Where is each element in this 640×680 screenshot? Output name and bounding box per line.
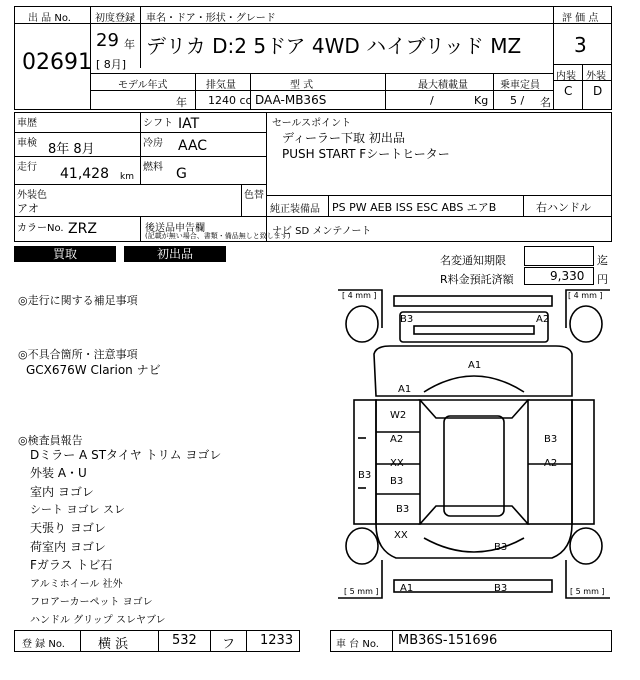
interior-grade: C — [564, 84, 573, 98]
chassis: MB36S-151696 — [398, 633, 498, 648]
tire-tr: [ 4 mm ] — [568, 291, 603, 300]
divider — [140, 6, 141, 68]
chassis-label: 車 台 No. — [336, 639, 379, 650]
divider — [385, 73, 386, 110]
damage-mark: B3 — [494, 542, 508, 553]
sales-point-line1: ディーラー下取 初出品 — [282, 131, 405, 145]
model-type-label: 型 式 — [290, 80, 314, 91]
damage-mark: A2 — [544, 458, 558, 469]
displacement: 1240 cc — [208, 94, 252, 107]
lot-no: 02691 — [22, 50, 92, 75]
buy-button[interactable]: 買取 — [14, 246, 116, 262]
name-change-box — [524, 246, 594, 266]
divider — [14, 132, 266, 133]
ext-color-label: 外装色 — [17, 190, 47, 201]
divider — [158, 630, 159, 652]
inspector-line: 荷室内 ヨゴレ — [30, 540, 106, 554]
exterior-label: 外装 — [586, 71, 606, 82]
model-year-unit: 年 — [176, 96, 187, 109]
divider — [246, 630, 247, 652]
mileage-unit: km — [120, 172, 134, 182]
damage-mark: A2 — [390, 434, 404, 445]
equipment-items: PS PW AEB ISS ESC ABS エアB — [332, 201, 497, 214]
car-name-label: 車名・ドア・形状・グレード — [146, 13, 276, 24]
fuel: G — [176, 166, 187, 182]
divider — [90, 73, 553, 74]
divider — [392, 630, 393, 652]
inspection: 8年 8月 — [48, 142, 95, 157]
score: 3 — [574, 33, 587, 57]
history-label: 車歴 — [17, 118, 37, 129]
divider — [140, 112, 141, 184]
divider — [582, 64, 583, 110]
post-reg-label: 後送品申告欄 — [145, 223, 205, 234]
damage-mark: XX — [390, 458, 404, 469]
inspector-line: Dミラー A STタイヤ トリム ヨゴレ — [30, 448, 222, 462]
divider — [266, 195, 612, 196]
ac: AAC — [178, 138, 208, 154]
post-reg-note: (記載が無い場合、書類・備品無しと致します) — [145, 232, 291, 240]
max-load-label: 最大積載量 — [418, 80, 468, 91]
sales-point-label: セールスポイント — [272, 118, 352, 129]
name-change-unit: 迄 — [597, 254, 608, 267]
model-year-label: モデル年式 — [118, 80, 168, 91]
inspector-line: ハンドル グリップ スレヤブレ — [30, 615, 166, 626]
displacement-label: 排気量 — [206, 80, 236, 91]
defects-line: GCX676W Clarion ナビ — [26, 363, 161, 377]
shift: IAT — [178, 116, 200, 132]
reg-label: 登 録 No. — [22, 639, 65, 650]
model-type: DAA-MB36S — [255, 93, 327, 107]
divider — [241, 184, 242, 216]
divider — [14, 184, 266, 185]
fuel-label: 燃料 — [143, 162, 163, 173]
defects-title: ◎不具合箇所・注意事項 — [18, 348, 138, 361]
reg-kana: フ — [222, 637, 236, 652]
reg-class: 532 — [172, 633, 197, 648]
first-reg-year: 29 — [96, 30, 119, 51]
ac-label: 冷房 — [143, 138, 163, 149]
damage-mark: B3 — [390, 476, 404, 487]
steering: 右ハンドル — [536, 201, 591, 214]
divider — [328, 195, 329, 216]
inspector-line: アルミホイール 社外 — [30, 579, 123, 590]
tire-tl: [ 4 mm ] — [342, 291, 377, 300]
exterior-grade: D — [593, 84, 603, 98]
damage-mark: B3 — [544, 434, 558, 445]
car-condition-diagram — [336, 288, 612, 600]
ext-color: アオ — [17, 202, 39, 215]
divider — [553, 6, 554, 110]
inspector-line: Fガラス トビ石 — [30, 558, 113, 572]
max-load-unit: Kg — [474, 94, 489, 107]
tire-bl: [ 5 mm ] — [344, 587, 379, 596]
lot-no-label: 出 品 No. — [28, 13, 71, 24]
inspector-line: フロアーカーペット ヨゴレ — [30, 597, 153, 608]
shift-label: シフト — [143, 118, 173, 129]
mileage: 41,428 — [60, 166, 109, 182]
capacity: 5 / — [510, 94, 525, 107]
damage-mark: A2 — [536, 314, 550, 325]
damage-mark: A1 — [468, 360, 482, 371]
damage-mark: B3 — [358, 470, 372, 481]
reg-area: 横 浜 — [98, 637, 129, 652]
divider — [80, 630, 81, 652]
damage-mark: W2 — [390, 410, 407, 421]
capacity-unit: 名 — [540, 96, 551, 109]
color-change-label: 色替 — [244, 190, 264, 201]
recycle: 9,330 — [550, 269, 585, 283]
recycle-label: R料金預託済額 — [440, 273, 514, 286]
sales-point-line2: PUSH START Fシートヒーター — [282, 147, 450, 161]
name-change-label: 名変通知期限 — [440, 254, 506, 267]
nav: ナビ SD メンテノート — [272, 226, 372, 237]
driving-title: ◎走行に関する補足事項 — [18, 294, 138, 307]
divider — [140, 216, 141, 242]
car-name: デリカ D:2 5ドア 4WD ハイブリッド MZ — [146, 34, 522, 58]
reg-number: 1233 — [260, 633, 294, 648]
inspector-line: 天張り ヨゴレ — [30, 521, 106, 535]
damage-mark: A1 — [400, 583, 414, 594]
inspection-label: 車検 — [17, 138, 37, 149]
divider — [266, 112, 267, 242]
equipment-label: 純正装備品 — [270, 204, 320, 215]
damage-mark: B3 — [400, 314, 414, 325]
interior-label: 内装 — [556, 71, 576, 82]
first-reg-month: [ 8月] — [96, 58, 127, 71]
mileage-label: 走行 — [17, 162, 37, 173]
damage-mark: A1 — [398, 384, 412, 395]
damage-mark: XX — [394, 530, 408, 541]
divider — [493, 73, 494, 110]
color-no-label: カラーNo. — [17, 223, 64, 234]
damage-mark: B3 — [494, 583, 508, 594]
damage-mark: B3 — [396, 504, 410, 515]
first-reg-label: 初度登録 — [95, 13, 135, 24]
inspector-title: ◎検査員報告 — [18, 434, 83, 447]
recycle-unit: 円 — [597, 273, 608, 286]
inspector-line: 外装 A・U — [30, 466, 87, 480]
capacity-label: 乗車定員 — [500, 80, 540, 91]
inspector-line: シート ヨゴレ スレ — [30, 503, 125, 516]
inspector-line: 室内 ヨゴレ — [30, 485, 94, 499]
divider — [523, 195, 524, 216]
divider — [195, 73, 196, 110]
score-label: 評 価 点 — [562, 13, 599, 24]
tire-br: [ 5 mm ] — [570, 587, 605, 596]
max-load: / — [430, 94, 434, 107]
first-listing-button[interactable]: 初出品 — [124, 246, 226, 262]
first-reg-year-unit: 年 — [124, 38, 135, 51]
divider — [14, 216, 612, 217]
divider — [210, 630, 211, 652]
color-no: ZRZ — [68, 221, 97, 237]
